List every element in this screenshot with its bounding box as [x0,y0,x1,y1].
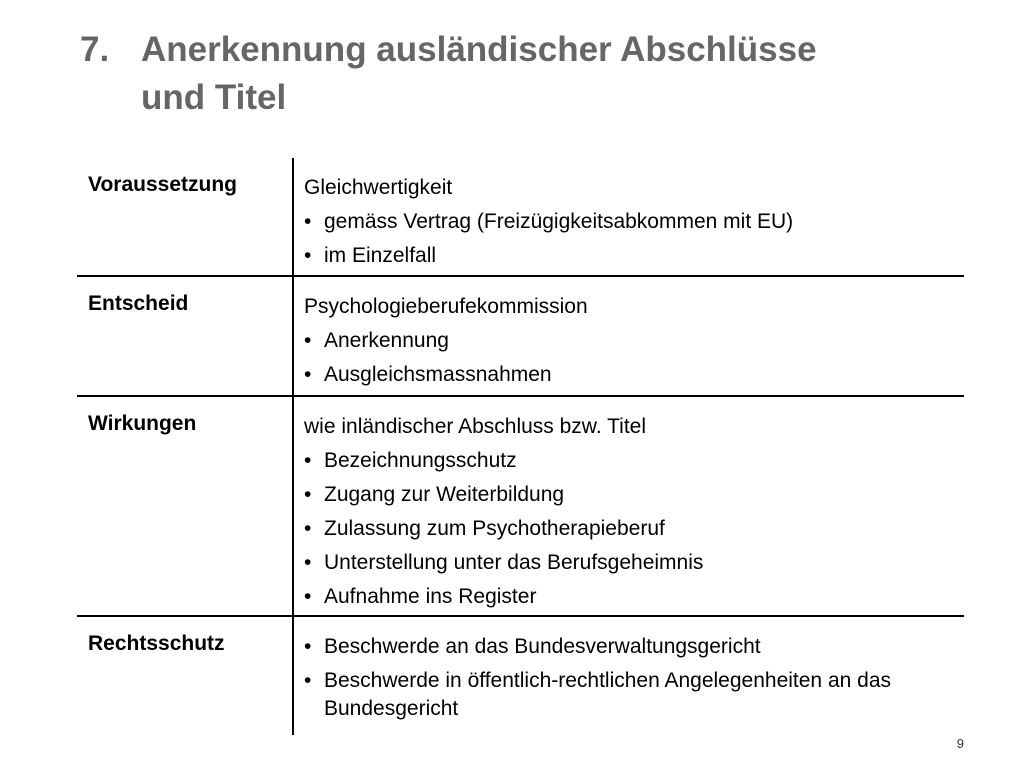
list-item [304,580,964,614]
list-item [304,512,964,546]
bullet-icon: • [304,329,312,352]
recognition-table [77,158,964,735]
list-item-text: Beschwerde in öffentlich-rechtlichen Angelegenheiten an das Bundesgericht [324,669,891,720]
bullet-icon: • [304,669,312,692]
list-item [304,546,964,580]
row-label: Rechtsschutz [77,617,294,735]
list-item-text: Bezeichnungsschutz [324,449,517,472]
list-item-text: im Einzelfall [324,244,437,267]
row-label: Entscheid [77,277,294,395]
list-item-text: Beschwerde an das Bundesverwaltungsgericht [324,635,761,658]
bullet-icon: • [304,517,312,540]
row-intro: wie inländischer Abschluss bzw. Titel [304,415,646,438]
bullet-icon: • [304,210,312,233]
list-item [304,205,964,239]
list-item-text: Ausgleichsmassnahmen [324,363,552,386]
list-item-text: Zugang zur Weiterbildung [324,483,565,506]
table-row-entscheid [77,277,964,397]
bullet-icon: • [304,483,312,506]
row-content [294,617,964,735]
table-row-rechtsschutz [77,617,964,735]
bullet-icon: • [304,585,312,608]
list-item [304,478,964,512]
page-number: 9 [956,736,964,751]
list-item [304,239,964,273]
list-item [304,358,964,392]
list-item [304,444,964,478]
row-content [294,158,964,275]
title-text [141,26,961,122]
row-label: Wirkungen [77,397,294,615]
list-item-text: Unterstellung unter das Berufsgeheimnis [324,551,704,574]
bullet-icon: • [304,635,312,658]
row-label: Voraussetzung [77,158,294,275]
bullet-icon: • [304,449,312,472]
list-item-text: Aufnahme ins Register [324,585,537,608]
row-intro: Psychologieberufekommission [304,295,588,318]
title-line-1: Anerkennung ausländischer Abschlüsse [141,30,817,69]
list-item-text: Anerkennung [324,329,449,352]
row-content [294,277,964,395]
title-number: 7. [80,30,110,69]
list-item [304,630,964,664]
list-item [304,664,964,726]
row-intro: Gleichwertigkeit [304,176,453,199]
row-content [294,397,964,615]
table-row-wirkungen [77,397,964,617]
bullet-icon: • [304,244,312,267]
title-line-2: und Titel [141,78,287,117]
list-item [304,324,964,358]
bullet-icon: • [304,551,312,574]
bullet-icon: • [304,363,312,386]
list-item-text: gemäss Vertrag (Freizügigkeitsabkommen mit EU) [324,210,794,233]
list-item-text: Zulassung zum Psychotherapieberuf [324,517,665,540]
table-row-voraussetzung [77,158,964,277]
